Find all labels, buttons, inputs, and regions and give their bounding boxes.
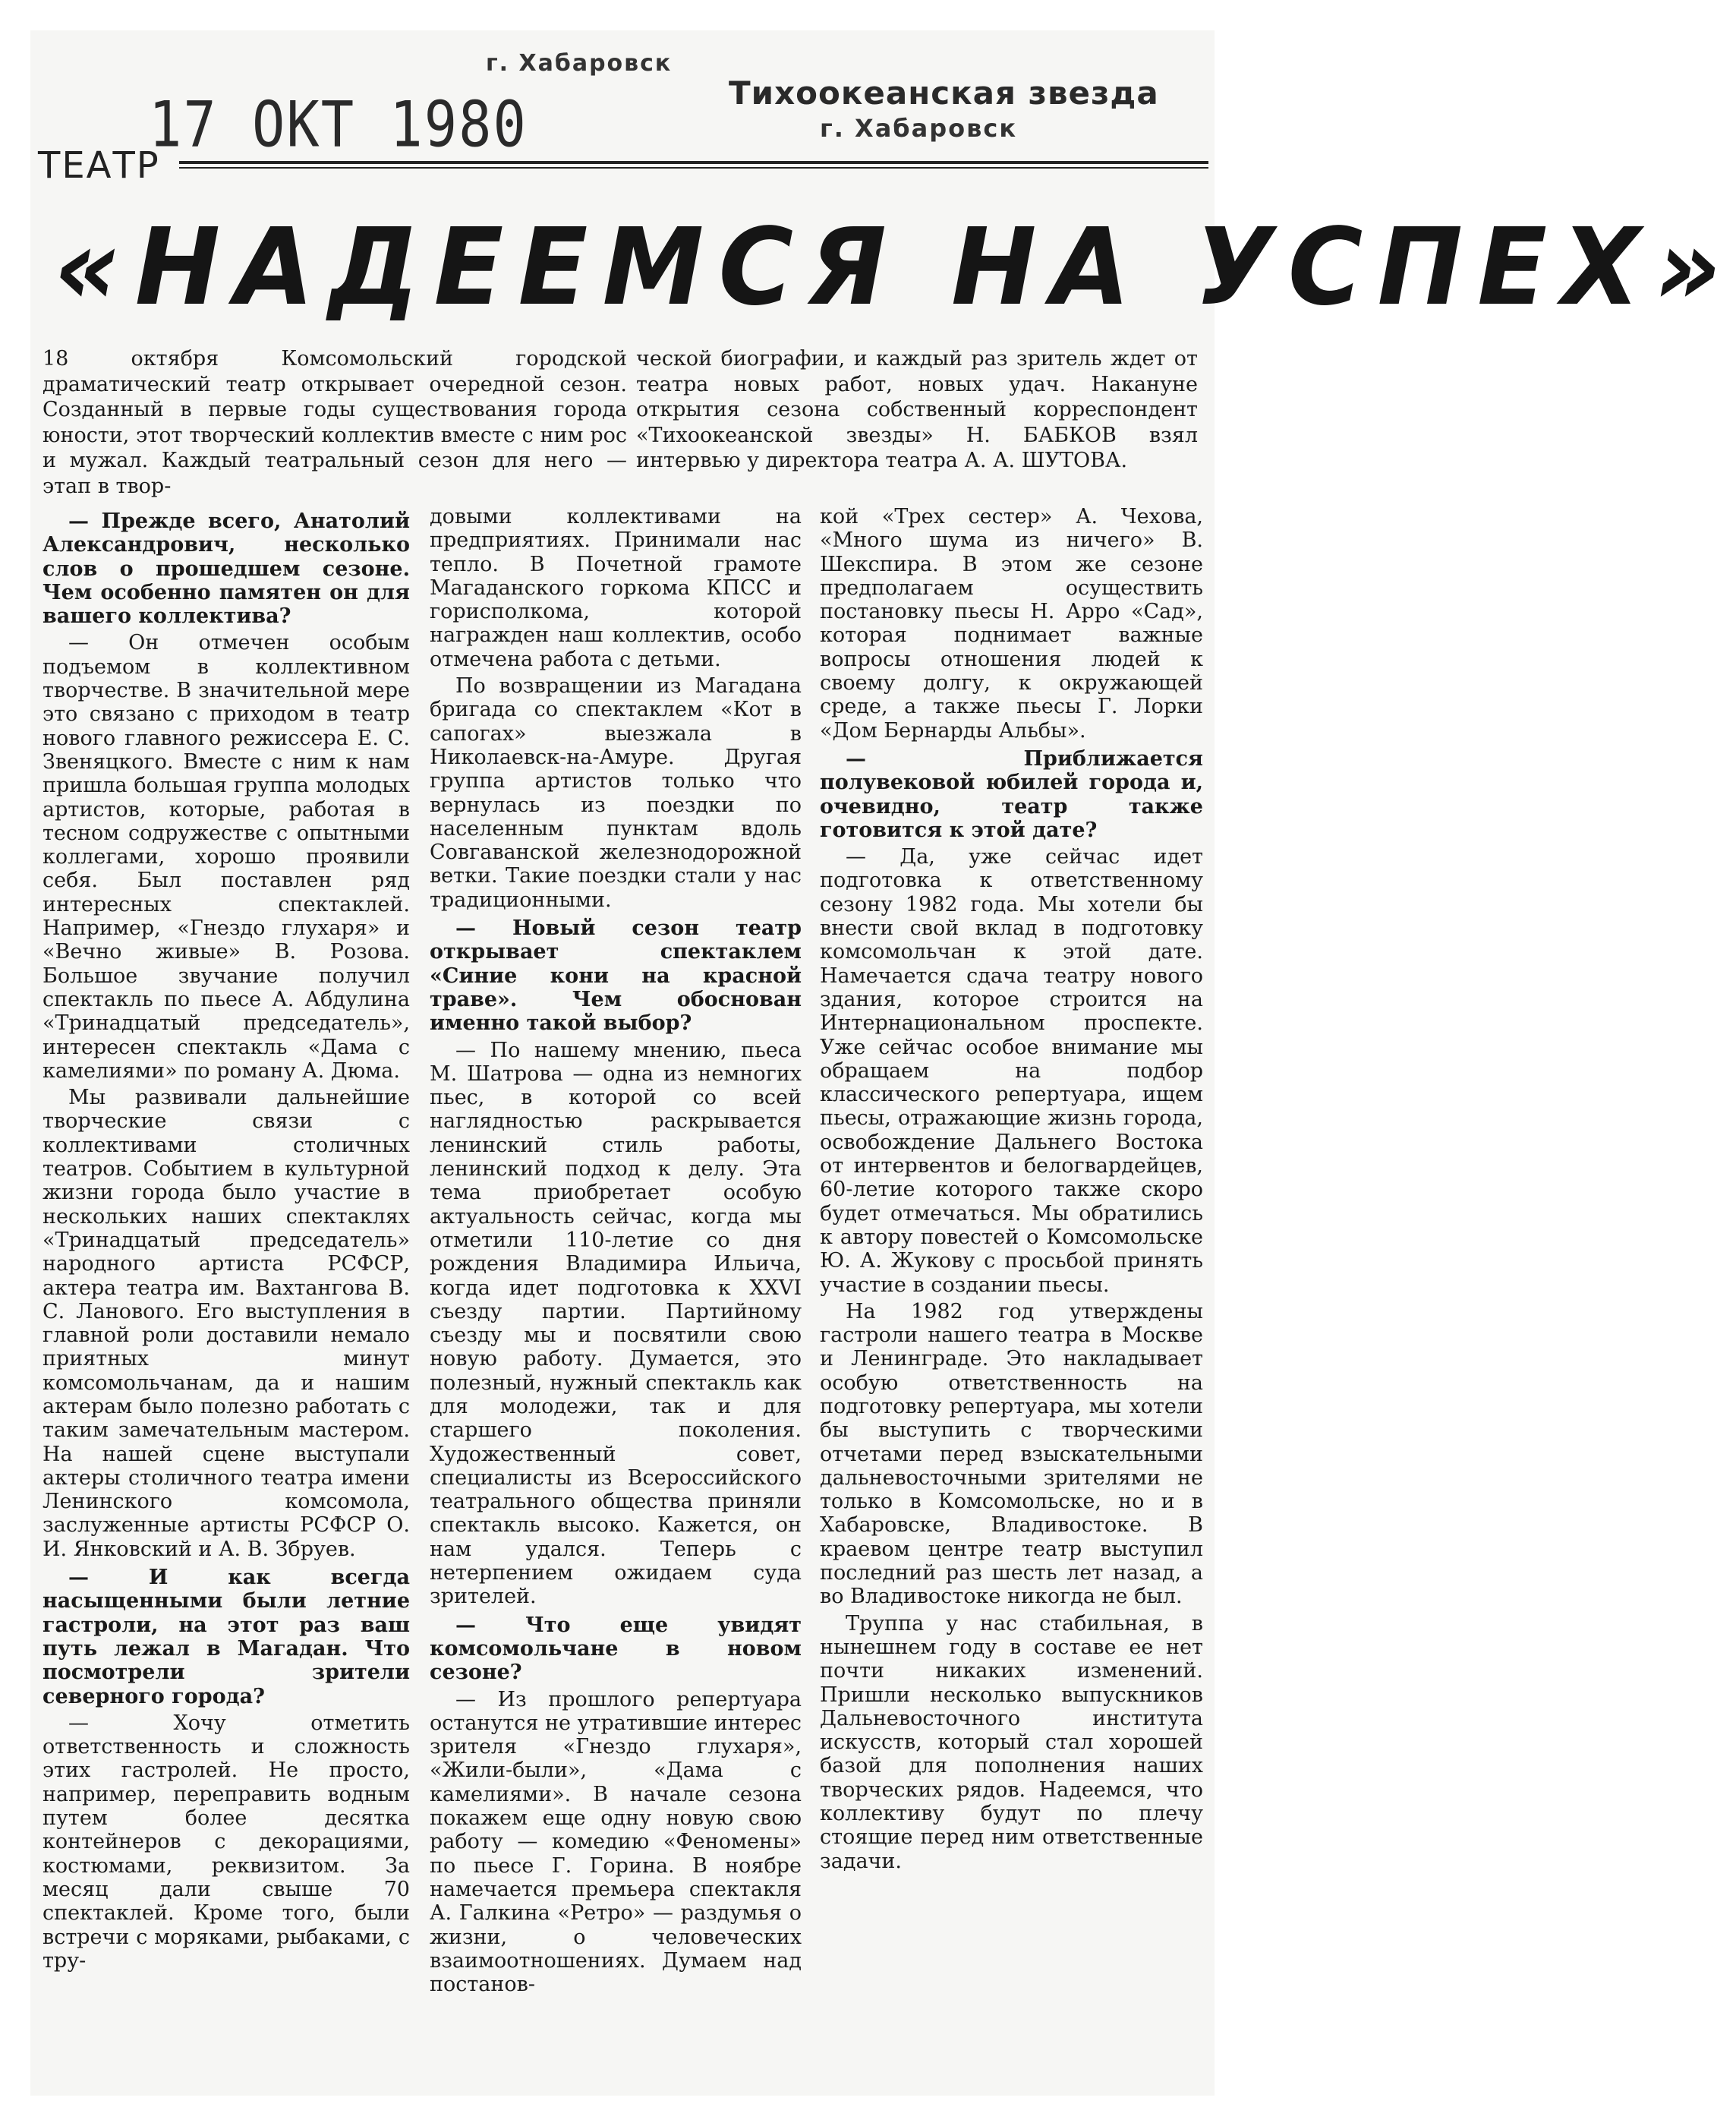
lead-paragraph-right: ческой биографии, и каждый раз зритель ждет от театра новых работ, новых удач. Накануне открытия сезона собственный корреспондент «Тихоокеанской звезды» Н. БАБКОВ взял интервью у директора театра А. А. ШУТОВА. — [636, 347, 1198, 473]
article-column-3 — [820, 505, 1203, 2092]
question-paragraph: — И как всегда насыщенными были летние гастроли, на этот раз ваш путь лежал в Магадан. Что посмотрели зрители северного города? — [43, 1566, 410, 1708]
question-paragraph: — Новый сезон театр открывает спектаклем «Синие кони на красной траве». Чем обоснован именно такой выбор? — [430, 916, 802, 1036]
city-stamp-bottom: г. Хабаровск — [820, 114, 1018, 143]
lead-paragraph-left: 18 октября Комсомольский городской драматический театр открывает очередной сезон. Созданный в первые годы существования города юности, этот творческий коллектив вместе с ним рос и мужал. Каждый театральный сезон для него — этап в твор- — [43, 347, 627, 498]
answer-paragraph: Мы развивали дальнейшие творческие связи с коллективами столичных театров. Событием в культурной жизни города было участие в нескольких наших спектаклях «Тринадцатый председатель» народного артиста РСФСР, актера театра им. Вахтангова В. С. Ланового. Его выступления в главной роли доставили немало приятных минут комсомольчанам, да и нашим актерам было полезно работать с таким замечательным мастером. На нашей сцене выступали актеры столичного театра имени Ленинского комсомола, заслуженные артисты РСФСР О. И. Янковский и А. В. Збруев. — [43, 1086, 410, 1561]
question-paragraph: — Прежде всего, Анатолий Александрович, несколько слов о прошедшем сезоне. Чем особенно памятен он для вашего коллектива? — [43, 509, 410, 629]
answer-paragraph: На 1982 год утверждены гастроли нашего театра в Москве и Ленинграде. Это накладывает особую ответственность на подготовку репертуара, мы хотели бы выступить с творческими отчетами перед взыскательными дальневосточными зрителями не только в Комсомольске, но и в Хабаровске, Владивостоке. В краевом центре театр выступил последний раз шесть лет назад, а во Владивостоке никогда не был. — [820, 1299, 1203, 1609]
answer-paragraph: По возвращении из Магадана бригада со спектаклем «Кот в сапогах» выезжала в Николаевск-на-Амуре. Другая группа артистов только что вернулась из поездки по населенным пунктам вдоль Совгаванской железнодорожной ветки. Такие поездки стали у нас традиционными. — [430, 674, 802, 912]
date-stamp: 17 ОКТ 1980 — [149, 87, 528, 162]
newspaper-name-stamp: Тихоокеанская звезда — [729, 74, 1159, 112]
answer-paragraph: кой «Трех сестер» А. Чехова, «Много шума из ничего» В. Шекспира. В этом же сезоне предполагаем осуществить постановку пьесы Н. Арро «Сад», которая поднимает важные вопросы отношения людей к своему долгу, к окружающей среде, а также пьесы Г. Лорки «Дом Бернарды Альбы». — [820, 505, 1203, 743]
answer-paragraph: — По нашему мнению, пьеса М. Шатрова — одна из немногих пьес, в которой со всей наглядностью раскрывается ленинский стиль работы, ленинский подход к делу. Эта тема приобретает особую актуальность сейчас, когда мы отметили 110-летие со дня рождения Владимира Ильича, когда идет подготовка к XXVI съезду партии. Партийному съезду мы и посвятили свою новую работу. Думается, это полезный, нужный спектакль как для молодежи, так и для старшего поколения. Художественный совет, специалисты из Всероссийского театрального общества приняли спектакль высоко. Кажется, он нам удался. Теперь с нетерпением ожидаем суда зрителей. — [430, 1038, 802, 1609]
answer-paragraph: — Да, уже сейчас идет подготовка к ответственному сезону 1982 года. Мы хотели бы внести свой вклад в подготовку комсомольчан к этой дате. Намечается сдача театру нового здания, которое строится на Интернациональном проспекте. Уже сейчас особое внимание мы обращаем на подбор классического репертуара, ищем пьесы, отражающие жизнь города, освобождение Дальнего Востока от интервентов и белогвардейцев, 60-летие которого также скоро будет отмечаться. Мы обратились к автору повестей о Комсомольске Ю. А. Жукову с просьбой принять участие в создании пьесы. — [820, 845, 1203, 1297]
article-column-1 — [43, 505, 410, 2092]
question-paragraph: — Что еще увидят комсомольчане в новом сезоне? — [430, 1613, 802, 1685]
answer-paragraph: — Из прошлого репертуара останутся не утратившие интерес зрителя «Гнездо глухаря», «Жили-были», «Дама с камелиями». В начале сезона покажем еще одну новую свою работу — комедию «Феномены» по пьесе Г. Горина. В ноябре намечается премьера спектакля А. Галкина «Ретро» — раздумья о жизни, о человеческих взаимоотношениях. Думаем над постанов- — [430, 1687, 802, 1997]
rubric-rule — [179, 161, 1208, 169]
rubric-label: ТЕАТР — [38, 144, 160, 187]
answer-paragraph: довыми коллективами на предприятиях. Принимали нас тепло. В Почетной грамоте Магаданского горкома КПСС и горисполкома, которой награжден наш коллектив, особо отмечена работа с детьми. — [430, 505, 802, 671]
question-paragraph: — Приближается полувековой юбилей города и, очевидно, театр также готовится к этой дате? — [820, 746, 1203, 842]
headline: «НАДЕЕМСЯ НА УСПЕХ» — [54, 206, 1736, 330]
city-stamp-top: г. Хабаровск — [486, 50, 673, 77]
article-column-2 — [430, 505, 802, 2092]
answer-paragraph: Труппа у нас стабильная, в нынешнем году в составе ее нет почти никаких изменений. Пришли несколько выпускников Дальневосточного института искусств, который стал хорошей базой для пополнения наших творческих рядов. Надеемся, что коллективу будут по плечу стоящие перед ним ответственные задачи. — [820, 1611, 1203, 1873]
answer-paragraph: — Он отмечен особым подъемом в коллективном творчестве. В значительной мере это связано с приходом в театр нового главного режиссера Е. С. Звеняцкого. Вместе с ним к нам пришла большая группа молодых артистов, которые, работая в тесном содружестве с опытными коллегами, хорошо проявили себя. Был поставлен ряд интересных спектаклей. Например, «Гнездо глухаря» и «Вечно живые» В. Розова. Большое звучание получил спектакль по пьесе А. Абдулина «Тринадцатый председатель», интересен спектакль «Дама с камелиями» по роману А. Дюма. — [43, 631, 410, 1083]
answer-paragraph: — Хочу отметить ответственность и сложность этих гастролей. Не просто, например, переправить водным путем более десятка контейнеров с декорациями, костюмами, реквизитом. За месяц дали свыше 70 спектаклей. Кроме того, были встречи с моряками, рыбаками, с тру- — [43, 1711, 410, 1973]
